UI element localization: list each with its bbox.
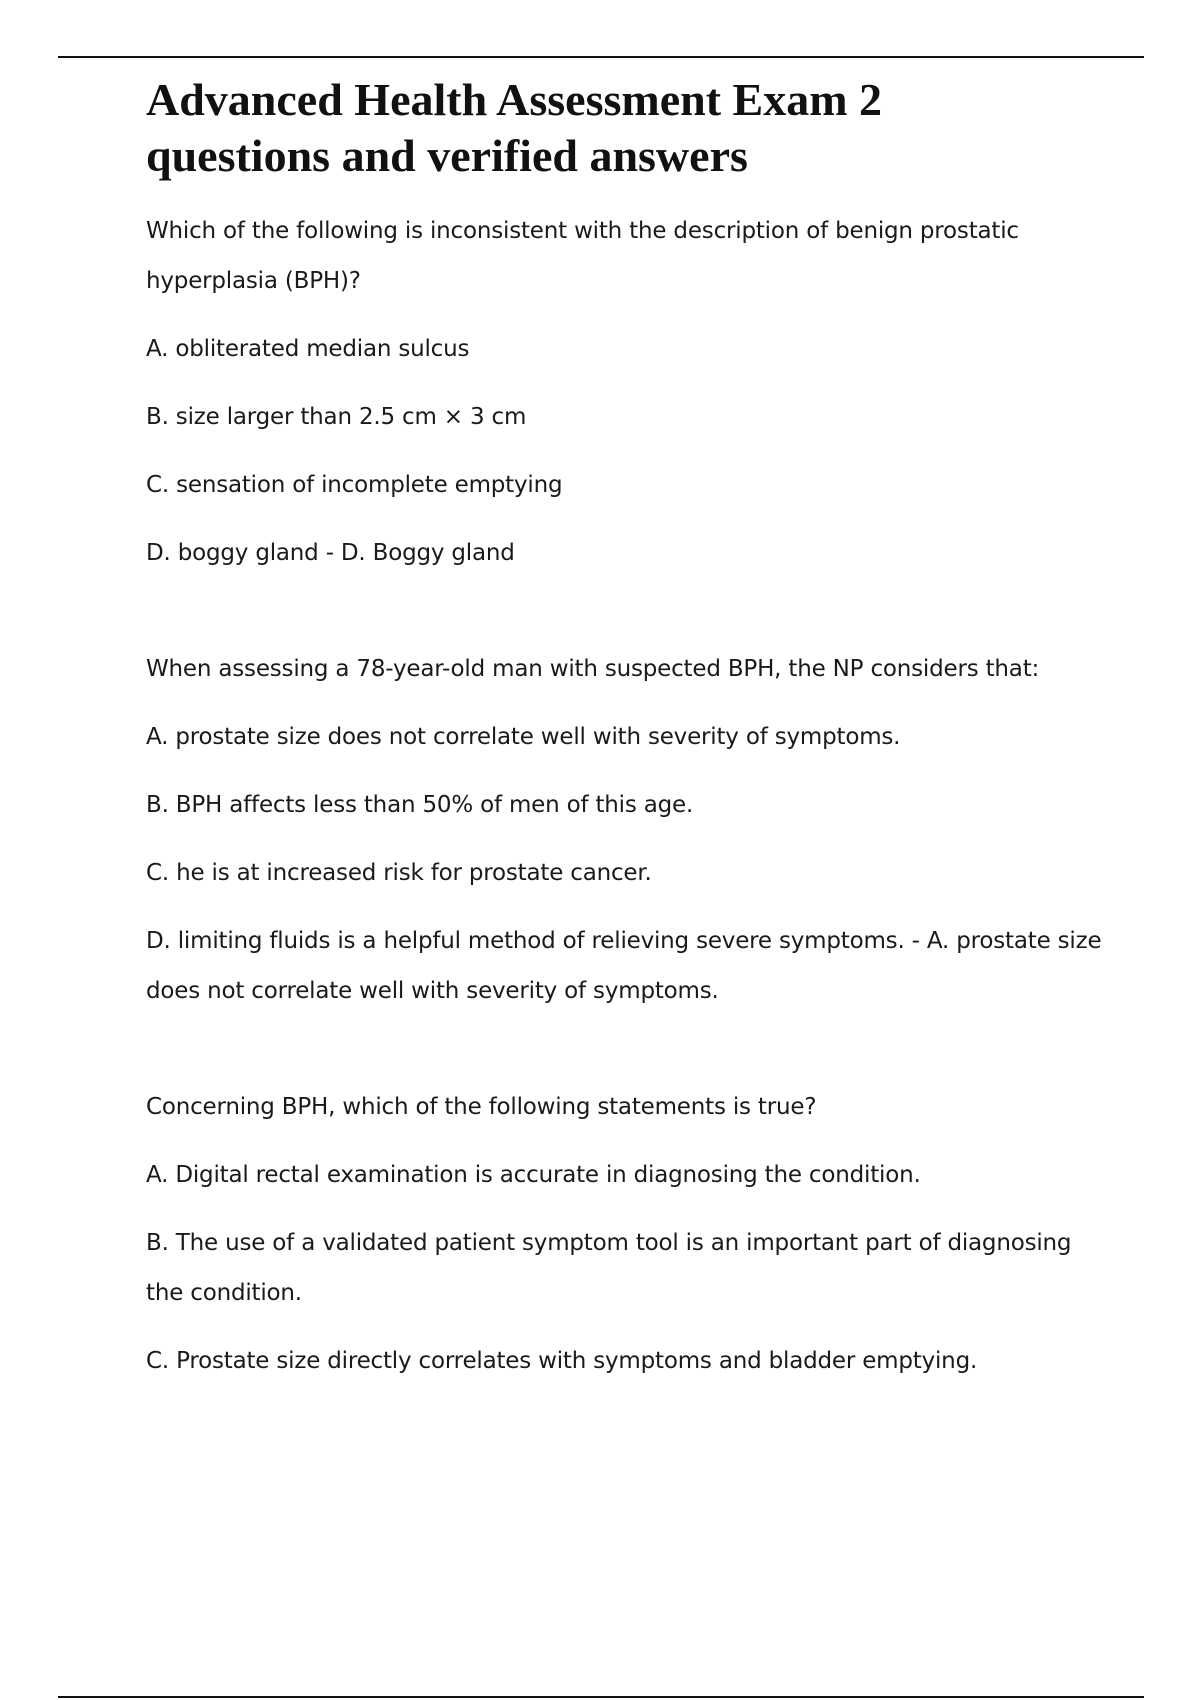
question-text: Which of the following is inconsistent with the description of benign prostatic hyperplasia (BPH)? [146,218,1019,294]
option-c: C. he is at increased risk for prostate cancer. [146,860,652,886]
question-block-1 [146,206,1106,578]
question-text: When assessing a 78-year-old man with suspected BPH, the NP considers that: [146,656,1040,682]
question-block-3 [146,1082,1106,1386]
option-b: B. BPH affects less than 50% of men of this age. [146,792,694,818]
question-text: Concerning BPH, which of the following statements is true? [146,1094,817,1120]
option-a: A. prostate size does not correlate well with severity of symptoms. [146,724,901,750]
title-line-2: questions and verified answers [146,130,748,181]
option-c: C. sensation of incomplete emptying [146,472,563,498]
document-title [146,72,1106,184]
option-b: B. The use of a validated patient symptom tool is an important part of diagnosing the condition. [146,1230,1072,1306]
option-d-with-answer: D. limiting fluids is a helpful method of relieving severe symptoms. - A. prostate size does not correlate well with severity of symptoms. [146,928,1102,1004]
title-line-1: Advanced Health Assessment Exam 2 [146,74,883,125]
bottom-rule [58,1696,1144,1698]
option-a: A. obliterated median sulcus [146,336,470,362]
document-body [146,72,1106,1404]
top-rule [58,56,1144,58]
option-c: C. Prostate size directly correlates with symptoms and bladder emptying. [146,1348,978,1374]
question-block-2 [146,644,1106,1016]
option-d-with-answer: D. boggy gland - D. Boggy gland [146,540,515,566]
option-b: B. size larger than 2.5 cm × 3 cm [146,404,527,430]
option-a: A. Digital rectal examination is accurate in diagnosing the condition. [146,1162,921,1188]
